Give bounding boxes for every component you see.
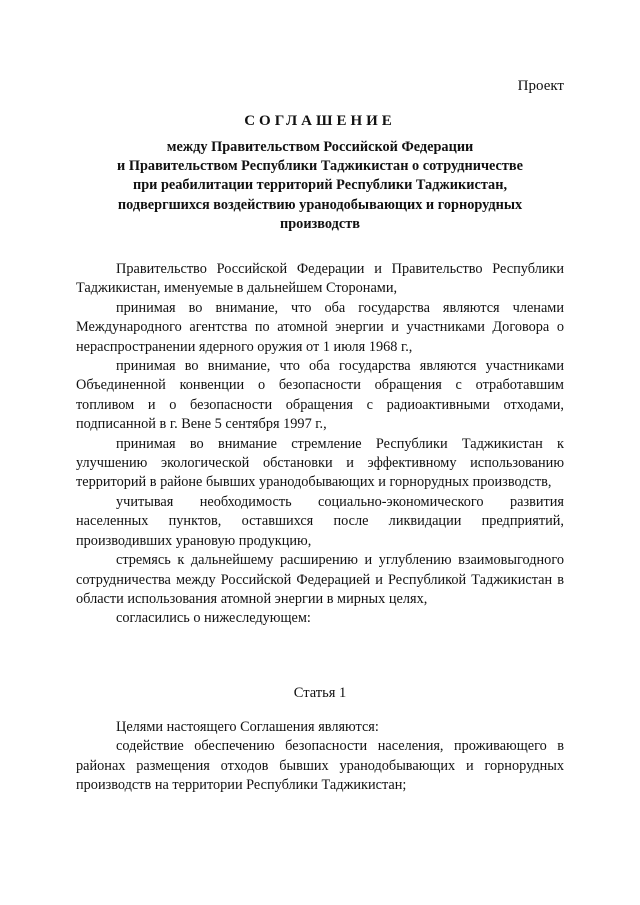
preamble-paragraph: стремясь к дальнейшему расширению и углублению взаимовыгодного сотрудничества между Российской Федерацией и Республикой Таджикистан в области использования атомной энергии в мирных целях, xyxy=(76,552,564,607)
article-heading: Статья 1 xyxy=(293,685,347,701)
preamble xyxy=(76,260,564,629)
preamble-paragraph: принимая во внимание, что оба государства являются участниками Объединенной конвенции о безопасности обращения с отработавшим топливом и о безопасности обращения с радиоактивными отходами, подписанной в г. Вене 5 сентября 1997 г., xyxy=(76,358,564,433)
document-title: СОГЛАШЕНИЕ xyxy=(244,113,396,129)
subtitle-line: подвергшихся воздействию уранодобывающих и горнорудных xyxy=(117,196,523,213)
article-body xyxy=(76,718,564,796)
subtitle-line: между Правительством Российской Федерации xyxy=(166,139,474,155)
preamble-paragraph: принимая во внимание стремление Республики Таджикистан к улучшению экологической обстановки и эффективному использованию территорий в районе бывших уранодобывающих и горнорудных производств, xyxy=(76,435,564,491)
preamble-paragraph: согласились о нижеследующем: xyxy=(116,610,311,627)
subtitle-line: и Правительством Республики Таджикистан о сотрудничестве xyxy=(117,158,523,175)
draft-label: Проект xyxy=(517,78,564,94)
subtitle-line: производств xyxy=(279,215,360,232)
article-paragraph: содействие обеспечению безопасности населения, проживающего в районах размещения отходов бывших уранодобывающих и горнорудных производств на территории Республики Таджикистан; xyxy=(76,738,564,794)
preamble-paragraph: учитывая необходимость социально-экономического развития населенных пунктов, оставшихся после ликвидации предприятий, производивших урановую продукцию, xyxy=(76,493,564,549)
preamble-paragraph: Правительство Российской Федерации и Правительство Республики Таджикистан, именуемые в дальнейшем Сторонами, xyxy=(76,261,564,297)
subtitle-line: при реабилитации территорий Республики Таджикистан, xyxy=(132,177,508,194)
document-subtitle xyxy=(100,138,540,234)
article-paragraph: Целями настоящего Соглашения являются: xyxy=(116,719,379,735)
preamble-paragraph: принимая во внимание, что оба государства являются членами Международного агентства по атомной энергии и участниками Договора о нераспространении ядерного оружия от 1 июля 1968 г., xyxy=(76,299,564,355)
